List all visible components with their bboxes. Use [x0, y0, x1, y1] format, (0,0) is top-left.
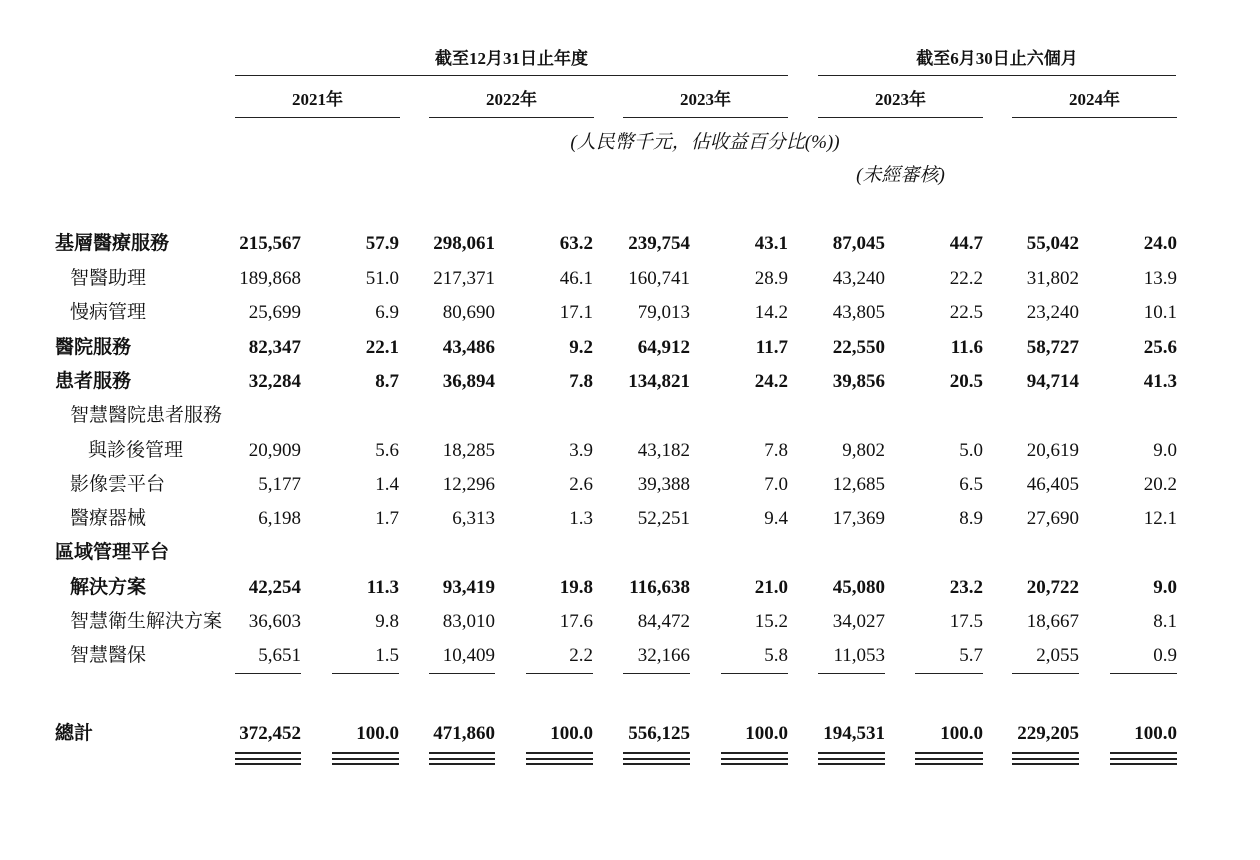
amount-cell: 23,240 [1026, 302, 1079, 323]
amount-cell: 43,486 [442, 337, 495, 358]
year-header-2024-half: 2024年 [1069, 90, 1120, 109]
total-rule [721, 763, 788, 765]
year-header-2023-half: 2023年 [875, 90, 926, 109]
total-rule [429, 763, 495, 765]
percent-cell: 9.2 [569, 337, 593, 358]
year-header-2021: 2021年 [292, 90, 343, 109]
percent-cell: 28.9 [754, 268, 788, 289]
amount-cell: 34,027 [832, 611, 885, 632]
percent-cell: 5.6 [375, 440, 399, 461]
total-rule [526, 758, 593, 760]
amount-cell: 20,722 [1026, 577, 1079, 598]
total-rule [332, 758, 399, 760]
row-label: 患者服務 [55, 371, 132, 392]
percent-cell: 8.7 [375, 371, 399, 392]
year-rule [623, 117, 788, 118]
percent-cell: 6.5 [959, 474, 983, 495]
amount-cell: 82,347 [248, 337, 301, 358]
amount-cell: 46,405 [1026, 474, 1079, 495]
total-rule [1110, 752, 1177, 754]
total-percent-cell: 100.0 [356, 723, 399, 744]
amount-cell: 5,177 [258, 474, 301, 495]
total-percent-cell: 100.0 [940, 723, 983, 744]
total-rule [526, 763, 593, 765]
subtotal-rule [721, 673, 788, 674]
row-label: 與診後管理 [88, 440, 184, 461]
total-rule [721, 758, 788, 760]
percent-cell: 17.1 [559, 302, 593, 323]
amount-cell: 18,667 [1026, 611, 1079, 632]
percent-cell: 1.4 [375, 474, 399, 495]
amount-cell: 45,080 [832, 577, 885, 598]
amount-cell: 64,912 [637, 337, 690, 358]
percent-cell: 23.2 [949, 577, 983, 598]
header-group-year: 截至12月31日止年度 [435, 49, 588, 68]
total-rule [235, 758, 301, 760]
row-label: 解決方案 [70, 577, 147, 598]
amount-cell: 6,198 [258, 508, 301, 529]
row-label: 影像雲平台 [70, 474, 166, 495]
percent-cell: 22.1 [365, 337, 399, 358]
percent-cell: 7.8 [569, 371, 593, 392]
total-rule [623, 758, 690, 760]
percent-cell: 9.0 [1153, 440, 1177, 461]
percent-cell: 8.9 [959, 508, 983, 529]
total-rule [818, 763, 885, 765]
year-header-2023: 2023年 [680, 90, 731, 109]
amount-cell: 22,550 [832, 337, 885, 358]
amount-cell: 36,894 [442, 371, 495, 392]
unaudited-note: (未經審核) [856, 165, 945, 186]
percent-cell: 41.3 [1143, 371, 1177, 392]
percent-cell: 20.5 [949, 371, 983, 392]
amount-cell: 93,419 [442, 577, 495, 598]
amount-cell: 12,296 [442, 474, 495, 495]
total-amount-cell: 194,531 [823, 723, 885, 744]
amount-cell: 43,805 [832, 302, 885, 323]
percent-cell: 7.0 [764, 474, 788, 495]
percent-cell: 7.8 [764, 440, 788, 461]
amount-cell: 298,061 [433, 233, 495, 254]
total-amount-cell: 372,452 [239, 723, 301, 744]
percent-cell: 21.0 [754, 577, 788, 598]
percent-cell: 11.3 [366, 577, 399, 598]
percent-cell: 46.1 [559, 268, 593, 289]
total-rule [1012, 752, 1079, 754]
row-label: 智醫助理 [70, 268, 147, 289]
percent-cell: 1.3 [569, 508, 593, 529]
percent-cell: 0.9 [1153, 645, 1177, 666]
total-rule [1012, 758, 1079, 760]
amount-cell: 36,603 [248, 611, 301, 632]
amount-cell: 189,868 [239, 268, 301, 289]
percent-cell: 63.2 [559, 233, 593, 254]
row-label: 智慧醫院患者服務 [70, 405, 223, 426]
subtotal-rule [332, 673, 399, 674]
amount-cell: 5,651 [258, 645, 301, 666]
amount-cell: 55,042 [1026, 233, 1079, 254]
total-rule [1110, 763, 1177, 765]
percent-cell: 5.8 [764, 645, 788, 666]
percent-cell: 19.8 [559, 577, 593, 598]
amount-cell: 31,802 [1026, 268, 1079, 289]
percent-cell: 25.6 [1143, 337, 1177, 358]
amount-cell: 134,821 [628, 371, 690, 392]
amount-cell: 215,567 [239, 233, 301, 254]
unit-note: (人民幣千元，佔收益百分比(%)) [570, 132, 840, 153]
year-rule [429, 117, 594, 118]
amount-cell: 83,010 [442, 611, 495, 632]
amount-cell: 18,285 [442, 440, 495, 461]
percent-cell: 44.7 [949, 233, 983, 254]
amount-cell: 79,013 [637, 302, 690, 323]
amount-cell: 20,619 [1026, 440, 1079, 461]
percent-cell: 5.7 [959, 645, 983, 666]
amount-cell: 12,685 [832, 474, 885, 495]
amount-cell: 39,856 [832, 371, 885, 392]
header-group-year-rule [235, 75, 788, 76]
amount-cell: 80,690 [442, 302, 495, 323]
total-amount-cell: 471,860 [433, 723, 495, 744]
percent-cell: 8.1 [1153, 611, 1177, 632]
amount-cell: 11,053 [833, 645, 885, 666]
percent-cell: 2.2 [569, 645, 593, 666]
percent-cell: 11.7 [755, 337, 788, 358]
year-rule [235, 117, 400, 118]
subtotal-rule [915, 673, 983, 674]
subtotal-rule [235, 673, 301, 674]
amount-cell: 87,045 [832, 233, 885, 254]
total-rule [429, 758, 495, 760]
total-rule [332, 752, 399, 754]
total-rule [235, 752, 301, 754]
row-label: 醫院服務 [55, 337, 132, 358]
amount-cell: 32,166 [637, 645, 690, 666]
amount-cell: 27,690 [1026, 508, 1079, 529]
percent-cell: 17.6 [559, 611, 593, 632]
total-rule [1110, 758, 1177, 760]
percent-cell: 11.6 [950, 337, 983, 358]
amount-cell: 160,741 [628, 268, 690, 289]
percent-cell: 10.1 [1143, 302, 1177, 323]
amount-cell: 20,909 [248, 440, 301, 461]
amount-cell: 43,240 [832, 268, 885, 289]
amount-cell: 58,727 [1026, 337, 1079, 358]
year-rule [818, 117, 983, 118]
total-rule [623, 763, 690, 765]
amount-cell: 17,369 [832, 508, 885, 529]
percent-cell: 5.0 [959, 440, 983, 461]
percent-cell: 20.2 [1143, 474, 1177, 495]
amount-cell: 25,699 [248, 302, 301, 323]
percent-cell: 17.5 [949, 611, 983, 632]
total-percent-cell: 100.0 [550, 723, 593, 744]
total-amount-cell: 229,205 [1017, 723, 1079, 744]
percent-cell: 43.1 [754, 233, 788, 254]
percent-cell: 9.8 [375, 611, 399, 632]
year-rule [1012, 117, 1177, 118]
total-rule [1012, 763, 1079, 765]
amount-cell: 2,055 [1036, 645, 1079, 666]
percent-cell: 1.5 [375, 645, 399, 666]
subtotal-rule [623, 673, 690, 674]
amount-cell: 217,371 [433, 268, 495, 289]
row-label: 區域管理平台 [55, 542, 170, 563]
total-rule [332, 763, 399, 765]
total-rule [526, 752, 593, 754]
header-group-half: 截至6月30日止六個月 [916, 49, 1078, 68]
total-rule [721, 752, 788, 754]
amount-cell: 239,754 [628, 233, 690, 254]
percent-cell: 3.9 [569, 440, 593, 461]
amount-cell: 43,182 [637, 440, 690, 461]
percent-cell: 1.7 [375, 508, 399, 529]
row-label: 醫療器械 [70, 508, 147, 529]
percent-cell: 51.0 [365, 268, 399, 289]
amount-cell: 39,388 [637, 474, 690, 495]
total-rule [818, 758, 885, 760]
year-header-2022: 2022年 [486, 90, 537, 109]
total-rule [915, 763, 983, 765]
percent-cell: 13.9 [1143, 268, 1177, 289]
total-label: 總計 [55, 723, 94, 744]
percent-cell: 57.9 [365, 233, 399, 254]
subtotal-rule [526, 673, 593, 674]
amount-cell: 94,714 [1026, 371, 1079, 392]
total-rule [818, 752, 885, 754]
row-label: 基層醫療服務 [55, 233, 170, 254]
total-percent-cell: 100.0 [1134, 723, 1177, 744]
percent-cell: 22.5 [949, 302, 983, 323]
amount-cell: 84,472 [637, 611, 690, 632]
percent-cell: 12.1 [1143, 508, 1177, 529]
total-rule [429, 752, 495, 754]
percent-cell: 24.0 [1143, 233, 1177, 254]
total-percent-cell: 100.0 [745, 723, 788, 744]
percent-cell: 15.2 [754, 611, 788, 632]
amount-cell: 42,254 [248, 577, 301, 598]
subtotal-rule [818, 673, 885, 674]
amount-cell: 10,409 [442, 645, 495, 666]
amount-cell: 116,638 [629, 577, 690, 598]
percent-cell: 24.2 [754, 371, 788, 392]
row-label: 慢病管理 [70, 302, 147, 323]
row-label: 智慧醫保 [70, 645, 147, 666]
amount-cell: 9,802 [842, 440, 885, 461]
total-rule [235, 763, 301, 765]
amount-cell: 32,284 [248, 371, 301, 392]
subtotal-rule [429, 673, 495, 674]
amount-cell: 6,313 [452, 508, 495, 529]
header-group-half-rule [818, 75, 1176, 76]
percent-cell: 9.4 [764, 508, 788, 529]
total-rule [623, 752, 690, 754]
total-rule [915, 752, 983, 754]
percent-cell: 9.0 [1153, 577, 1177, 598]
percent-cell: 6.9 [375, 302, 399, 323]
subtotal-rule [1110, 673, 1177, 674]
subtotal-rule [1012, 673, 1079, 674]
amount-cell: 52,251 [637, 508, 690, 529]
total-rule [915, 758, 983, 760]
percent-cell: 14.2 [754, 302, 788, 323]
percent-cell: 22.2 [949, 268, 983, 289]
percent-cell: 2.6 [569, 474, 593, 495]
row-label: 智慧衛生解決方案 [70, 611, 223, 632]
total-amount-cell: 556,125 [628, 723, 690, 744]
